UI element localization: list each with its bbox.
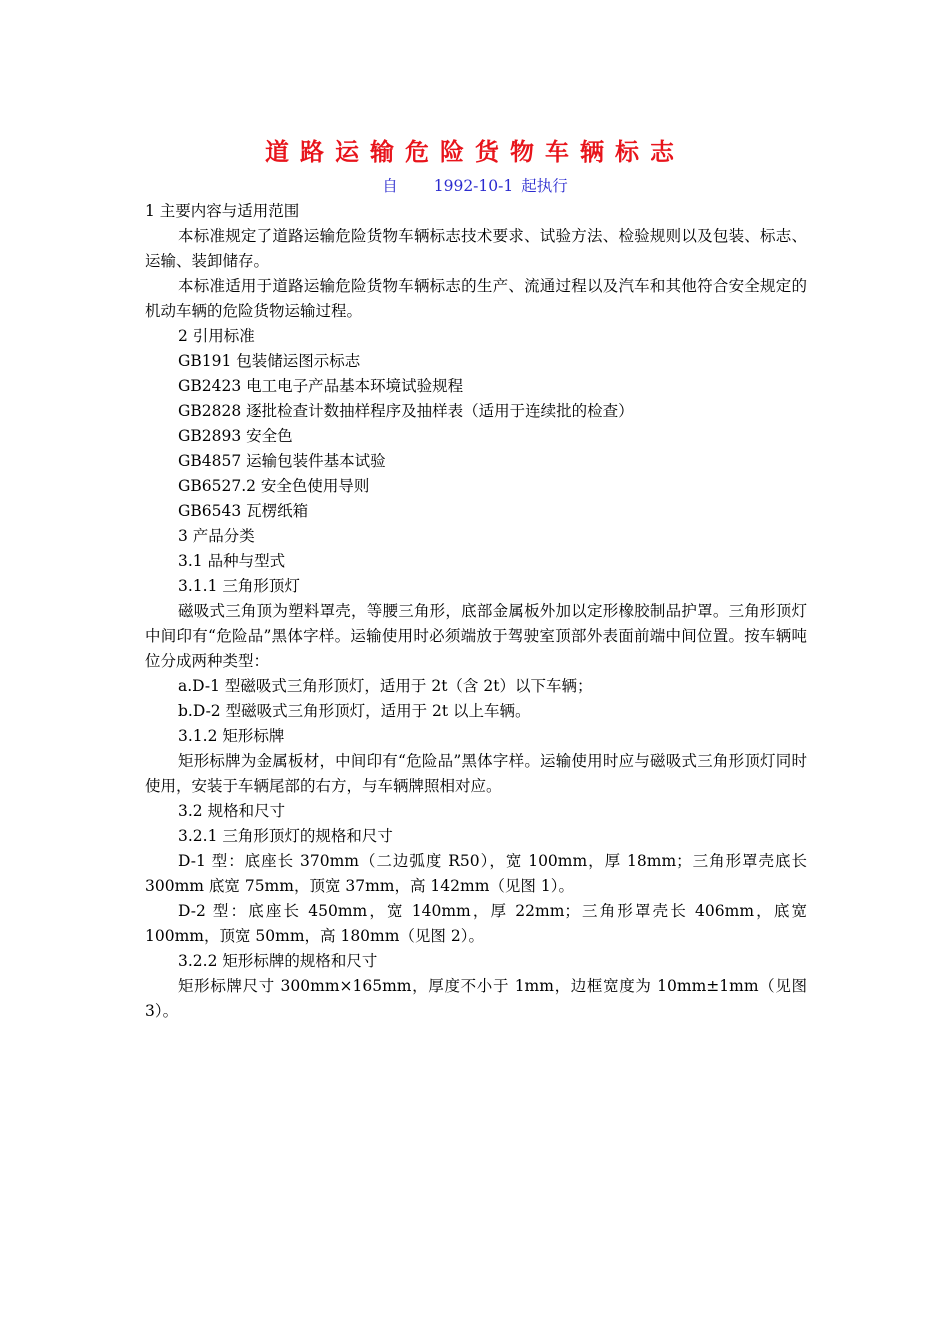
reference-item: GB2423 电工电子产品基本环境试验规程 (178, 377, 464, 395)
section-3-1-heading: 3.1 品种与型式 (178, 552, 286, 570)
section-3-1-1-item-b: b.D-2 型磁吸式三角形顶灯，适用于 2t 以上车辆。 (178, 702, 531, 720)
section-3-2-1-d1-spec: D-1 型：底座长 370mm（二边弧度 R50），宽 100mm，厚 18mm；三角形罩壳底长 300mm 底宽 75mm，顶宽 37mm，高 142mm（见图 1）。 (145, 852, 807, 895)
section-3-heading: 3 产品分类 (178, 527, 255, 545)
document-body (145, 199, 807, 1024)
effective-suffix: 起执行 (521, 177, 568, 195)
reference-item: GB2893 安全色 (178, 427, 293, 445)
section-3-1-2-paragraph: 矩形标牌为金属板材，中间印有“危险品”黑体字样。运输使用时应与磁吸式三角形顶灯同时使用，安装于车辆尾部的右方，与车辆牌照相对应。 (145, 752, 807, 795)
section-3-2-2-paragraph: 矩形标牌尺寸 300mm×165mm，厚度不小于 1mm，边框宽度为 10mm±1mm（见图 3）。 (145, 977, 807, 1020)
section-3-1-1-heading: 3.1.1 三角形顶灯 (178, 577, 300, 595)
section-3-2-2-heading: 3.2.2 矩形标牌的规格和尺寸 (178, 952, 378, 970)
section-3-1-2-heading: 3.1.2 矩形标牌 (178, 727, 285, 745)
effective-date: 1992-10-1 (433, 177, 514, 195)
section-3-1-1-item-a: a.D-1 型磁吸式三角形顶灯，适用于 2t（含 2t）以下车辆； (178, 677, 593, 695)
reference-item: GB4857 运输包装件基本试验 (178, 452, 386, 470)
reference-item: GB6527.2 安全色使用导则 (178, 477, 370, 495)
section-3-2-1-heading: 3.2.1 三角形顶灯的规格和尺寸 (178, 827, 393, 845)
section-1-paragraph-2: 本标准适用于道路运输危险货物车辆标志的生产、流通过程以及汽车和其他符合安全规定的机动车辆的危险货物运输过程。 (145, 277, 807, 320)
document-title: 道路运输危险货物车辆标志 (265, 137, 685, 166)
section-1-paragraph-1: 本标准规定了道路运输危险货物车辆标志技术要求、试验方法、检验规则以及包装、标志、运输、装卸储存。 (145, 227, 807, 270)
effective-date-line (0, 176, 950, 196)
effective-prefix: 自 (382, 177, 398, 195)
section-3-2-heading: 3.2 规格和尺寸 (178, 802, 286, 820)
reference-item: GB191 包装储运图示标志 (178, 352, 361, 370)
reference-item: GB6543 瓦楞纸箱 (178, 502, 309, 520)
reference-item: GB2828 逐批检查计数抽样程序及抽样表（适用于连续批的检查） (178, 402, 634, 420)
section-1-heading: 1 主要内容与适用范围 (145, 202, 300, 220)
section-3-2-1-d2-spec: D-2 型：底座长 450mm，宽 140mm，厚 22mm；三角形罩壳长 406mm，底宽 100mm，顶宽 50mm，高 180mm（见图 2）。 (145, 902, 807, 945)
section-2-heading: 2 引用标准 (178, 327, 255, 345)
section-3-1-1-paragraph: 磁吸式三角顶为塑料罩壳，等腰三角形，底部金属板外加以定形橡胶制品护罩。三角形顶灯中间印有“危险品”黑体字样。运输使用时必须端放于驾驶室顶部外表面前端中间位置。按车辆吨位分成两种类型： (145, 602, 807, 670)
